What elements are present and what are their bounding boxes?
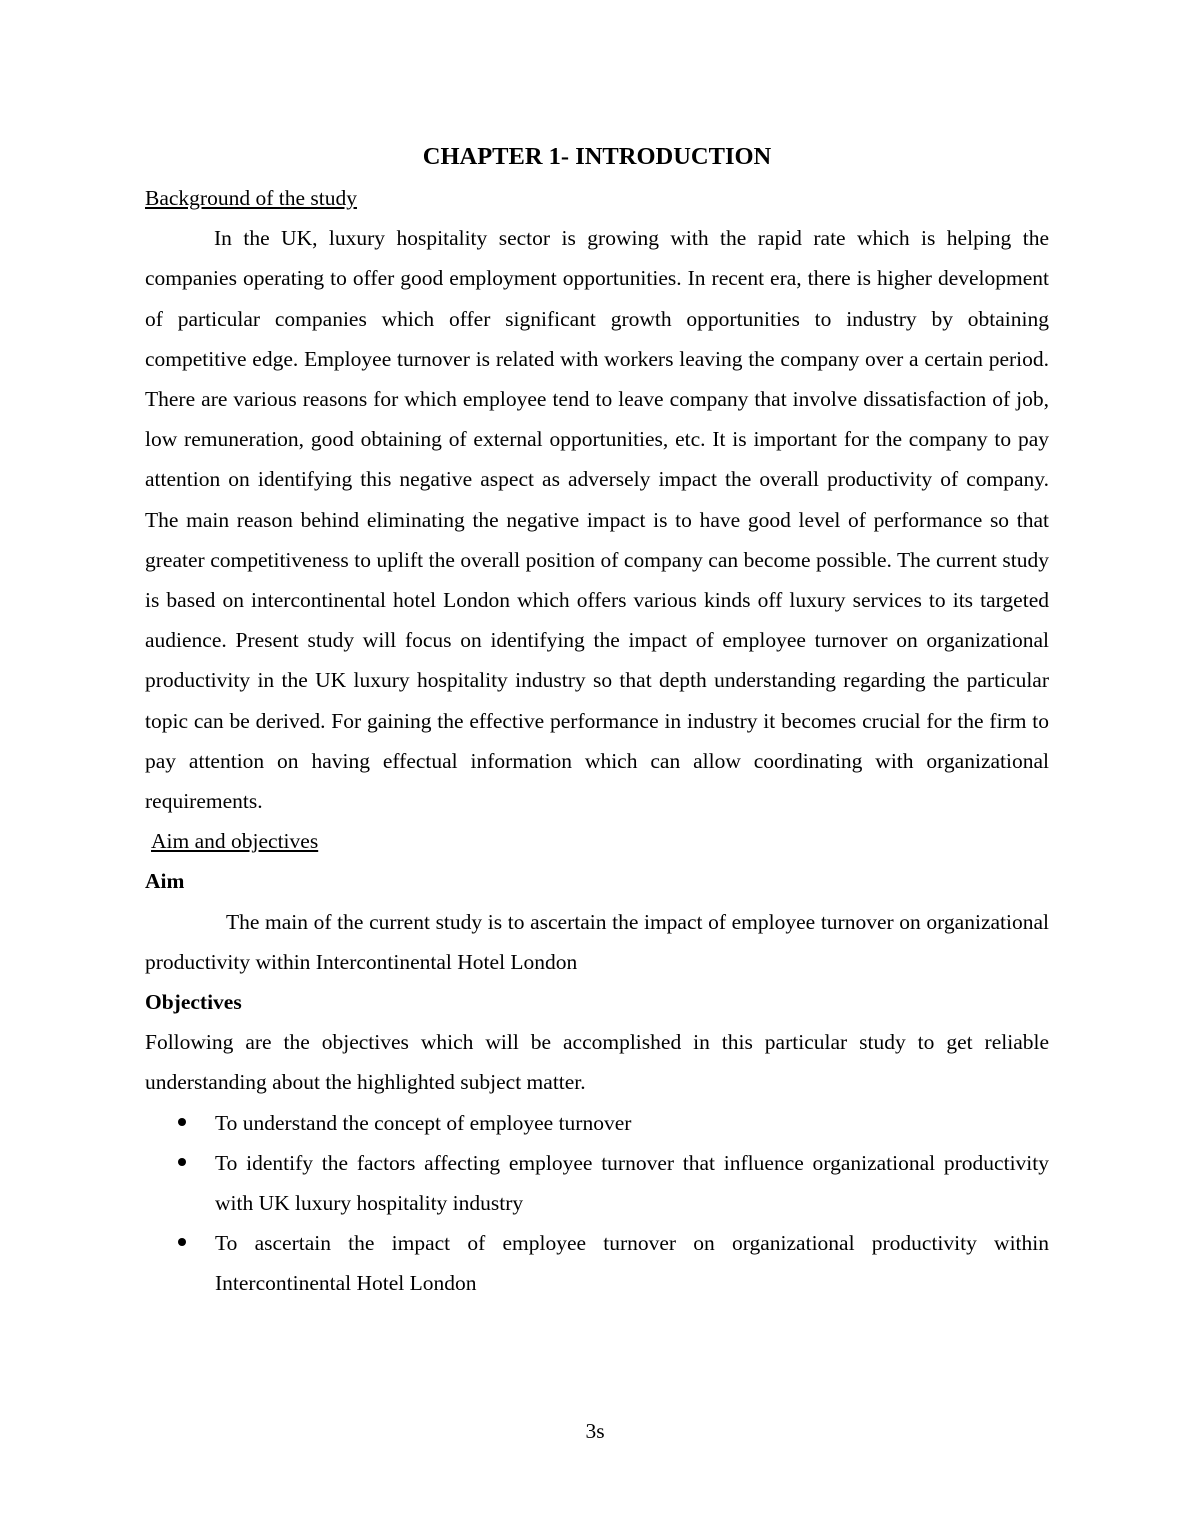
objective-item bbox=[145, 1103, 1049, 1143]
objective-item bbox=[145, 1143, 1049, 1223]
aim-paragraph: The main of the current study is to ascertain the impact of employee turnover on organizational productivity within Intercontinental Hotel London bbox=[145, 909, 1049, 974]
objective-text: To ascertain the impact of employee turnover on organizational productivity within Intercontinental Hotel London bbox=[215, 1231, 1049, 1296]
background-paragraph: In the UK, luxury hospitality sector is growing with the rapid rate which is helping the companies operating to offer good employment opportunities. In recent era, there is higher development of particular companies which offer significant growth opportunities to industry by obtaining competitive edge. Employee turnover is related with workers leaving the company over a certain period. There are various reasons for which employee tend to leave company that involve dissatisfaction of job, low remuneration, good obtaining of external opportunities, etc. It is important for the company to pay attention on identifying this negative aspect as adversely impact the overall productivity of company. The main reason behind eliminating the negative impact is to have good level of performance so that greater competitiveness to uplift the overall position of company can become possible. The current study is based on intercontinental hotel London which offers various kinds off luxury services to its targeted audience. Present study will focus on identifying the impact of employee turnover on organizational productivity in the UK luxury hospitality industry so that depth understanding regarding the particular topic can be derived. For gaining the effective performance in industry it becomes crucial for the firm to pay attention on having effectual information which can allow coordinating with organizational requirements. bbox=[145, 226, 1049, 814]
page-number: 3s bbox=[585, 1419, 605, 1443]
page-content bbox=[145, 138, 1049, 1304]
bullet-icon bbox=[178, 1118, 186, 1126]
background-heading: Background of the study bbox=[145, 186, 357, 210]
objective-item bbox=[145, 1223, 1049, 1303]
bullet-icon bbox=[178, 1158, 186, 1166]
aim-objectives-heading: Aim and objectives bbox=[151, 829, 319, 854]
aim-heading: Aim bbox=[145, 869, 185, 894]
chapter-title: CHAPTER 1- INTRODUCTION bbox=[422, 143, 772, 170]
objectives-intro: Following are the objectives which will be accomplished in this particular study to get reliable understanding about the highlighted subject matter. bbox=[145, 1030, 1049, 1095]
objective-text: To understand the concept of employee turnover bbox=[215, 1110, 632, 1135]
objective-text: To identify the factors affecting employee turnover that influence organizational productivity with UK luxury hospitality industry bbox=[215, 1150, 1049, 1216]
objectives-list bbox=[145, 1103, 1049, 1304]
objectives-heading: Objectives bbox=[145, 990, 242, 1015]
bullet-icon bbox=[178, 1238, 186, 1246]
